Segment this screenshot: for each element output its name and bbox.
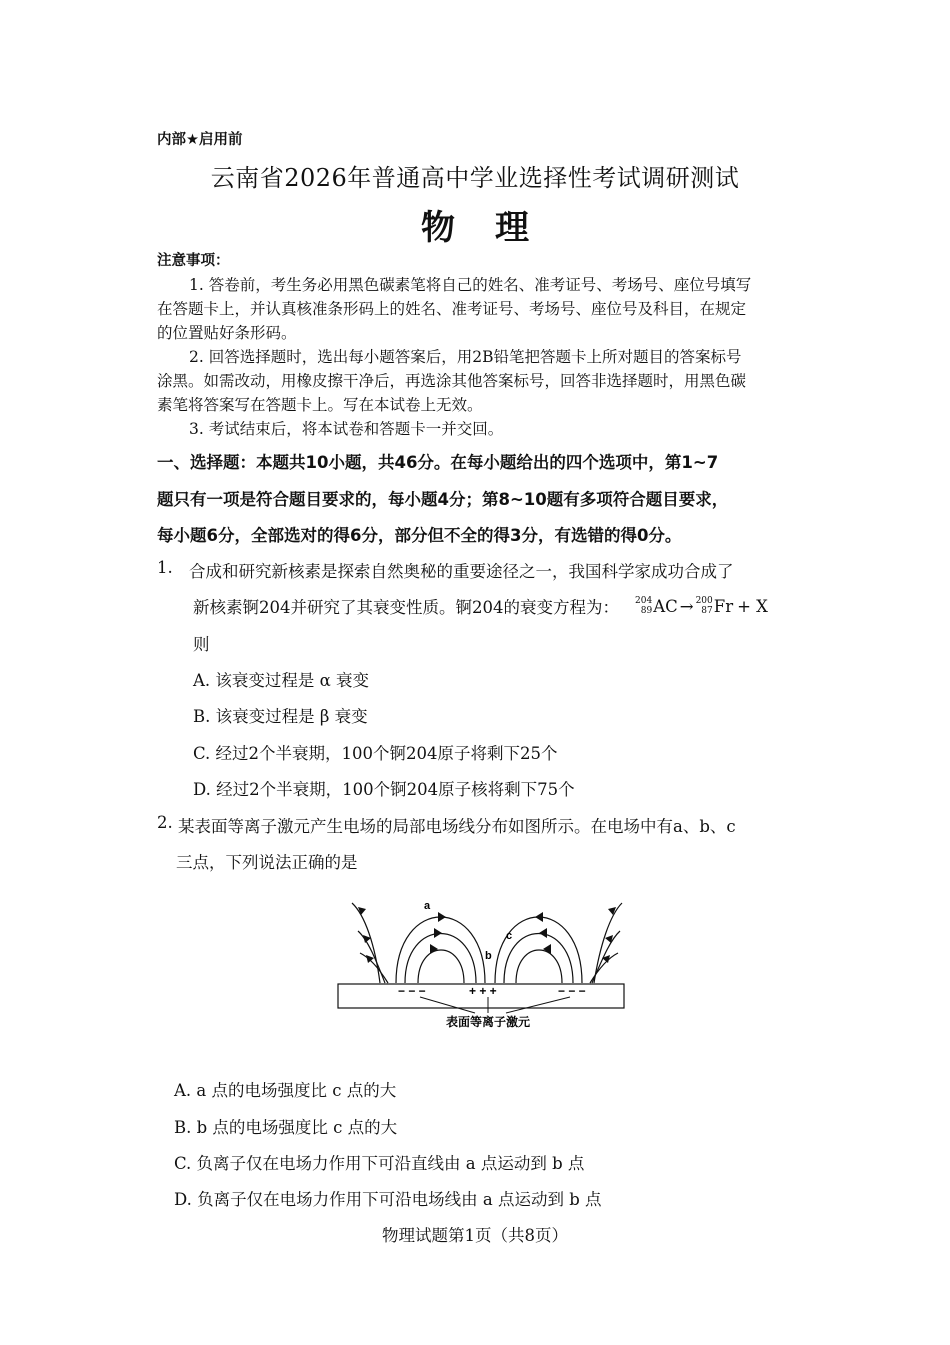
q1-option-a: A. 该衰变过程是 α 衰变 xyxy=(193,671,370,690)
figure-caption: 表面等离子激元 xyxy=(446,1015,531,1029)
exam-title: 云南省2026年普通高中学业选择性考试调研测试 xyxy=(210,164,740,192)
q2-option-d: D. 负离子仅在电场力作用下可沿电场线由 a 点运动到 b 点 xyxy=(174,1190,602,1209)
daughter-nuclide xyxy=(696,596,734,616)
plus-x: + X xyxy=(737,596,768,616)
q1-stem-line: 则 xyxy=(193,635,210,654)
negative-charges-left: − − − xyxy=(398,984,426,998)
arrowhead xyxy=(434,928,442,938)
q1-stem-line: 新核素锕204并研究了其衰变性质。锕204的衰变方程为： xyxy=(193,598,619,617)
section-instruction-line: 题只有一项是符合题目要求的，每小题4分；第8~10题有多项符合题目要求， xyxy=(157,490,729,509)
parent-mass-number: 204 xyxy=(635,596,653,606)
q2-option-b: B. b 点的电场强度比 c 点的大 xyxy=(174,1118,398,1137)
arrowhead xyxy=(438,912,446,922)
q1-option-b: B. 该衰变过程是 β 衰变 xyxy=(193,707,368,726)
negative-charges-right: − − − xyxy=(558,984,586,998)
q2-stem-line: 某表面等离子激元产生电场的局部电场线分布如图所示。在电场中有a、b、c xyxy=(178,817,736,836)
notice-line: 涂黑。如需改动，用橡皮擦干净后，再选涂其他答案标号，回答非选择题时，用黑色碳 xyxy=(157,372,747,390)
arrowhead xyxy=(430,944,438,954)
q1-option-d: D. 经过2个半衰期，100个锕204原子核将剩下75个 xyxy=(193,780,575,799)
q1-stem-line: 合成和研究新核素是探索自然奥秘的重要途径之一，我国科学家成功合成了 xyxy=(189,562,734,581)
field-line xyxy=(504,934,573,984)
confidential-label: 内部★启用前 xyxy=(157,132,243,148)
positive-charges: + + + xyxy=(469,984,497,998)
point-b-label: b xyxy=(485,950,492,962)
arrowhead xyxy=(539,928,547,938)
notice-line: 3. 考试结束后，将本试卷和答题卡一并交回。 xyxy=(189,420,504,438)
section-instruction-line: 每小题6分，全部选对的得6分，部分但不全的得3分，有选错的得0分。 xyxy=(157,526,682,545)
parent-symbol: AC xyxy=(653,596,678,616)
q1-stem-equation-line xyxy=(193,594,768,618)
arrowhead xyxy=(543,944,551,954)
daughter-symbol: Fr xyxy=(713,596,734,616)
field-line xyxy=(358,931,385,983)
section-instruction-line: 一、选择题：本题共10小题，共46分。在每小题给出的四个选项中，第1~7 xyxy=(157,453,719,472)
notice-line: 1. 答卷前，考生务必用黑色碳素笔将自己的姓名、准考证号、考场号、座位号填写 xyxy=(189,276,752,294)
arrowhead xyxy=(366,955,374,963)
q2-option-c: C. 负离子仅在电场力作用下可沿直线由 a 点运动到 b 点 xyxy=(174,1154,585,1173)
q1-option-c: C. 经过2个半衰期，100个锕204原子将剩下25个 xyxy=(193,744,558,763)
daughter-charge-number: 87 xyxy=(701,606,713,616)
daughter-mass-number: 200 xyxy=(695,596,713,606)
field-line xyxy=(352,903,380,983)
notice-line: 素笔将答案写在答题卡上。写在本试卷上无效。 xyxy=(157,396,483,414)
field-line xyxy=(418,950,464,983)
field-line xyxy=(516,950,562,983)
parent-charge-number: 89 xyxy=(640,606,653,616)
point-a-label: a xyxy=(424,900,431,912)
arrowhead xyxy=(535,912,543,922)
q2-option-a: A. a 点的电场强度比 c 点的大 xyxy=(174,1081,397,1100)
q2-number: 2. xyxy=(157,813,173,832)
page-footer: 物理试题第1页（共8页） xyxy=(382,1226,568,1245)
arrow-symbol: → xyxy=(679,596,694,616)
notice-line: 在答题卡上，并认真核准条形码上的姓名、准考证号、考场号、座位号及科目，在规定 xyxy=(157,300,747,318)
notice-heading: 注意事项： xyxy=(157,253,230,269)
point-c-label: c xyxy=(506,930,513,942)
notice-line: 2. 回答选择题时，选出每小题答案后，用2B铅笔把答题卡上所对题目的答案标号 xyxy=(189,348,742,366)
field-line-figure xyxy=(330,895,630,1035)
subject-title: 物理 xyxy=(421,208,569,248)
q2-stem-line: 三点，下列说法正确的是 xyxy=(176,853,358,872)
q1-number: 1. xyxy=(157,558,173,577)
field-line xyxy=(405,934,476,984)
parent-nuclide xyxy=(635,596,678,616)
notice-line: 的位置贴好条形码。 xyxy=(157,324,297,342)
